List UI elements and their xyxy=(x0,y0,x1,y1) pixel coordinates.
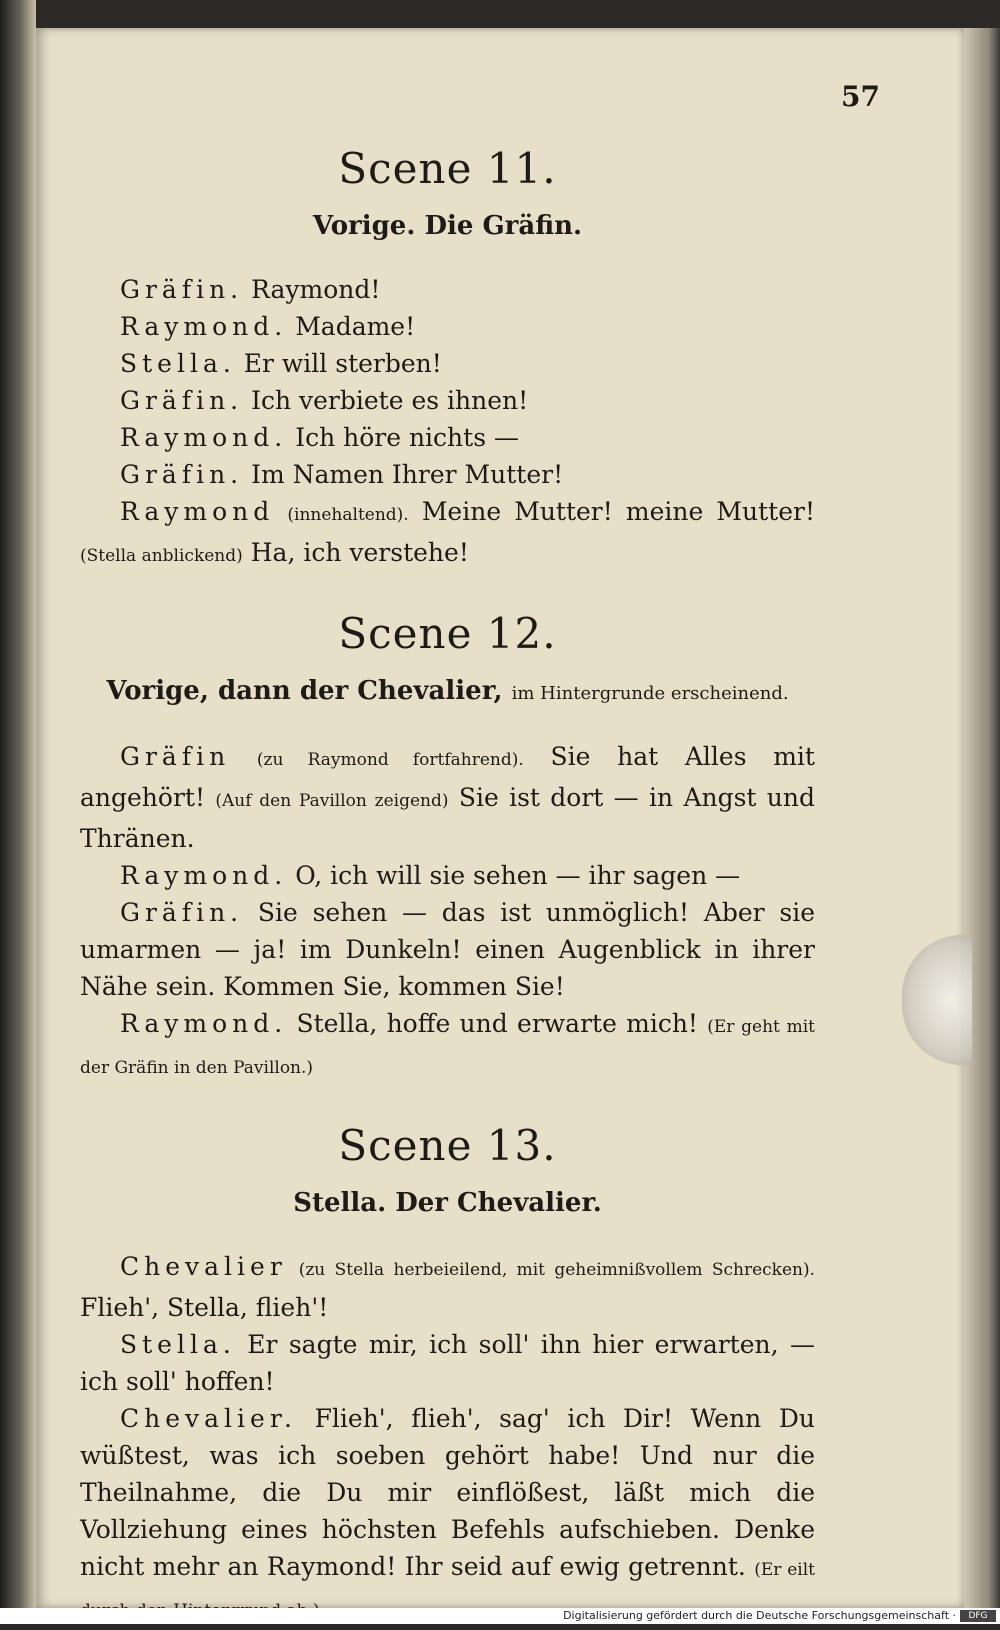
line-text: Madame! xyxy=(295,312,416,341)
dialogue-line xyxy=(80,1005,815,1087)
speaker-name: Gräfin. xyxy=(120,898,244,927)
stage-direction: (Auf den Pavillon zeigend) xyxy=(215,791,449,811)
scan-footer xyxy=(0,1608,1000,1624)
speaker-name: Stella. xyxy=(120,349,236,378)
scene-persons xyxy=(80,1185,815,1222)
speaker-name: Gräfin. xyxy=(120,460,244,489)
line-text: Sie sehen — das ist unmöglich! Aber sie umarmen — ja! im Dunkeln! einen Augenblick in ihrer Nähe sein. Kommen Sie, kommen Sie! xyxy=(80,898,815,1001)
dialogue-line xyxy=(80,1248,815,1326)
dialogue-line xyxy=(80,857,815,894)
page-number: 57 xyxy=(841,80,880,113)
scene-title: Scene 12. xyxy=(338,609,557,658)
persons-note: im Hintergrunde erscheinend. xyxy=(511,683,789,704)
line-text: Sie ist dort — in Angst und Thränen. xyxy=(80,783,816,853)
dialogue-line xyxy=(80,738,815,857)
speaker-name: Raymond. xyxy=(120,1009,288,1038)
line-text: Raymond! xyxy=(251,275,381,304)
dialogue-line xyxy=(80,308,815,345)
funding-note: Digitalisierung gefördert durch die Deutsche Forschungsgemeinschaft · xyxy=(563,1609,956,1622)
scene-title: Scene 13. xyxy=(338,1121,557,1170)
scene-persons xyxy=(80,673,815,712)
page-text xyxy=(80,140,815,1630)
dialogue-line xyxy=(80,1400,815,1630)
scene-gap xyxy=(80,1087,815,1117)
line-text: Ha, ich verstehe! xyxy=(250,538,469,567)
page-edge xyxy=(964,28,1000,1608)
line-text: O, ich will sie sehen — ihr sagen — xyxy=(295,861,741,890)
dialogue-line xyxy=(80,456,815,493)
speaker-name: Raymond. xyxy=(120,423,288,452)
line-text: Flieh', flieh', sag' ich Dir! Wenn Du wüßtest, was ich soeben gehört habe! Und nur die Theilnahme, die Du mir einflößest, läßt mich die Vollziehung eines höchsten Befehls aufschieben. Denke nicht mehr an Raymond! Ihr seid auf ewig getrennt. xyxy=(80,1404,815,1581)
speaker-name: Gräfin. xyxy=(120,275,244,304)
scene-persons xyxy=(80,208,815,245)
persons-main: Vorige, dann der Chevalier, xyxy=(106,676,503,706)
line-text: Meine Mutter! meine Mutter! xyxy=(421,497,815,526)
speaker-name: Raymond. xyxy=(120,861,288,890)
dialogue-line xyxy=(80,419,815,456)
speaker-name: Chevalier xyxy=(120,1252,287,1281)
dialogue-line xyxy=(80,345,815,382)
line-text: Flieh', Stella, flieh'! xyxy=(80,1293,329,1322)
stage-direction: (zu Raymond fortfahrend). xyxy=(256,750,524,770)
speaker-name: Chevalier. xyxy=(120,1404,297,1433)
dialogue-line xyxy=(80,382,815,419)
persons-main: Vorige. Die Gräfin. xyxy=(312,211,583,241)
line-text: Sie hat Alles mit angehört! xyxy=(80,742,815,812)
speaker-name: Raymond. xyxy=(120,312,288,341)
persons-main: Stella. Der Chevalier. xyxy=(293,1188,602,1218)
stage-direction: (Stella anblickend) xyxy=(80,546,243,566)
line-text: Im Namen Ihrer Mutter! xyxy=(251,460,564,489)
stage-direction: (Er eilt xyxy=(754,1560,816,1580)
scene-gap xyxy=(80,575,815,605)
speaker-name: Raymond xyxy=(120,497,275,526)
line-text: Ich verbiete es ihnen! xyxy=(251,386,529,415)
dfg-logo: DFG xyxy=(960,1610,996,1622)
scene-title: Scene 11. xyxy=(338,144,557,193)
line-text: Er will sterben! xyxy=(243,349,442,378)
line-text: Er sagte mir, ich soll' ihn hier erwarten, — ich soll' hoffen! xyxy=(80,1330,815,1396)
stage-direction: (Er geht mit der Gräfin in den Pavillon.) xyxy=(80,1017,815,1078)
speaker-name: Gräfin. xyxy=(120,386,244,415)
book-spine-shadow xyxy=(0,0,36,1624)
dialogue-line xyxy=(80,271,815,308)
dialogue-line xyxy=(80,1326,815,1400)
line-text: Ich höre nichts — xyxy=(295,423,519,452)
dialogue-line xyxy=(80,493,815,575)
stage-direction: (zu Stella herbeieilend, mit geheimnißvollem Schrecken). xyxy=(298,1260,815,1280)
speaker-name: Gräfin xyxy=(120,742,231,771)
line-text: Stella, hoffe und erwarte mich! xyxy=(296,1009,698,1038)
dialogue-line xyxy=(80,894,815,1005)
speaker-name: Stella. xyxy=(120,1330,236,1359)
stage-direction: (innehaltend). xyxy=(287,505,409,525)
